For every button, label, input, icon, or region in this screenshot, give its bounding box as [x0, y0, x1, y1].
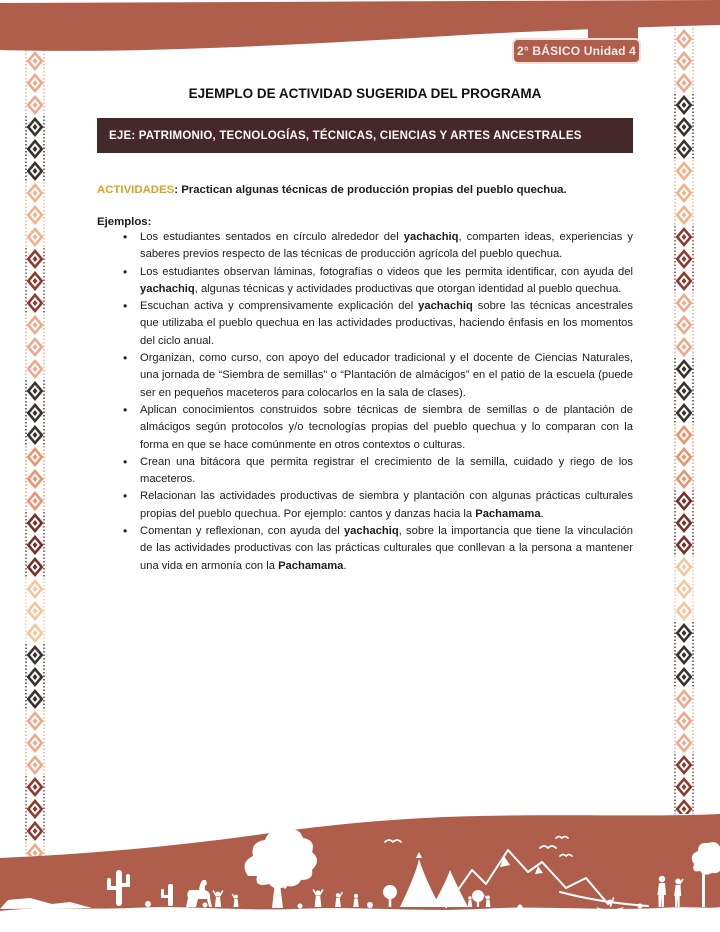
- examples-heading: Ejemplos:: [97, 216, 152, 228]
- activities-text: Practican algunas técnicas de producción propias del pueblo quechua.: [181, 184, 567, 196]
- textile-diamond-motif: [25, 314, 45, 380]
- example-bullet-item: • Crean una bitácora que permita registrar el crecimiento de la semilla, cuidado y riego de los maceteros.: [140, 454, 633, 489]
- unit-badge-label: 2° BÁSICO Unidad 4: [516, 44, 637, 58]
- textile-diamond-motif: [674, 94, 694, 160]
- textile-diamond-motif: [25, 248, 45, 314]
- left-border-pattern: [25, 50, 45, 856]
- page-title: EJEMPLO DE ACTIVIDAD SUGERIDA DEL PROGRAMA: [188, 86, 542, 101]
- textile-diamond-motif: [674, 688, 694, 754]
- textile-diamond-motif: [674, 622, 694, 688]
- textile-diamond-motif: [25, 182, 45, 248]
- textile-diamond-motif: [25, 710, 45, 776]
- example-bullet-item: • Organizan, como curso, con apoyo del educador tradicional y el docente de Ciencias Naturales, una jornada de “Siembra de semillas” o “Plantación de almácigos” en el patio de la escuela (puede ser en pequeños maceteros para colocarlos en la sala de clases).: [140, 350, 633, 402]
- textile-diamond-motif: [674, 358, 694, 424]
- example-bullet-item: • Relacionan las actividades productivas de siembra y plantación con algunas prácticas culturales propias del pueblo quechua. Por ejemplo: cantos y danzas hacia la Pachamama.: [140, 488, 633, 523]
- example-bullet-item: • Aplican conocimientos construidos sobre técnicas de siembra de semillas o de plantación de almácigos según protocolos y/o tecnologías propias del pueblo quechua y lo comparan con la forma en que se hace comúnmente en otros contextos o culturas.: [140, 402, 633, 454]
- textile-diamond-motif: [25, 380, 45, 446]
- example-bullet-item: • Comentan y reflexionan, con ayuda del yachachiq, sobre la importancia que tiene la vinculación de las actividades productivas con las prácticas culturales que conllevan a la persona a mantener una vida en armonía con la Pachamama.: [140, 523, 633, 575]
- textile-diamond-motif: [25, 446, 45, 512]
- example-bullet-item: • Los estudiantes sentados en círculo alrededor del yachachiq, comparten ideas, experiencias y saberes previos respecto de las técnicas de producción agrícola del pueblo quechua.: [140, 229, 633, 264]
- activities-line: [97, 182, 633, 199]
- textile-diamond-motif: [674, 754, 694, 814]
- examples-list: [97, 229, 633, 575]
- eje-banner-label: EJE: PATRIMONIO, TECNOLOGÍAS, TÉCNICAS, CIENCIAS Y ARTES ANCESTRALES: [109, 129, 582, 142]
- textile-diamond-motif: [25, 644, 45, 710]
- textile-diamond-motif: [674, 556, 694, 622]
- textile-diamond-motif: [674, 160, 694, 226]
- textile-diamond-motif: [674, 490, 694, 556]
- textile-diamond-motif: [674, 424, 694, 490]
- right-border-pattern: [674, 28, 694, 814]
- textile-diamond-motif: [25, 578, 45, 644]
- activities-separator: :: [174, 184, 182, 196]
- textile-diamond-motif: [25, 116, 45, 182]
- document-content: [97, 0, 633, 575]
- footer-illustration: [0, 812, 720, 932]
- textile-diamond-motif: [674, 226, 694, 292]
- example-bullet-item: • Escuchan activa y comprensivamente explicación del yachachiq sobre las técnicas ancestrales que utilizaba el pueblo quechua en las actividades productivas, haciendo énfasis en los momentos del ciclo anual.: [140, 298, 633, 350]
- activities-label: ACTIVIDADES: [97, 184, 175, 196]
- textile-diamond-motif: [674, 292, 694, 358]
- eje-banner: [97, 118, 633, 153]
- example-bullet-item: • Los estudiantes observan láminas, fotografías o videos que les permita identificar, con ayuda del yachachiq, algunas técnicas y actividades productivas que otorgan identidad al pueblo quechua.: [140, 264, 633, 299]
- textile-diamond-motif: [25, 512, 45, 578]
- unit-badge: [512, 38, 641, 64]
